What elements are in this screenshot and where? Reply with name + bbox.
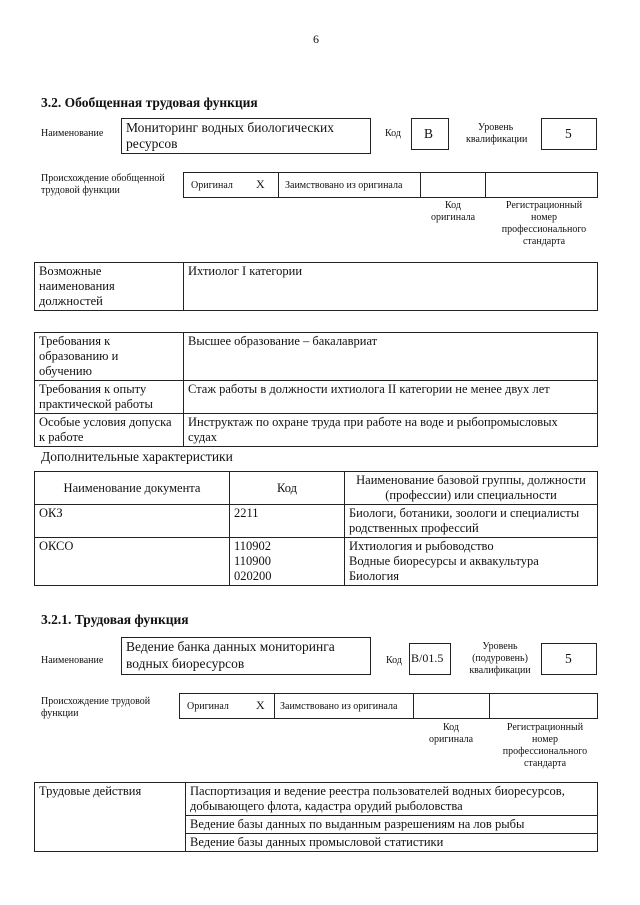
reg-number-line1: Регистрационный [505,200,583,211]
fn-level-label-line3: квалификации [469,665,531,676]
fn-name-label: Наименование [41,655,104,666]
table-row [35,538,598,586]
divider [489,693,490,719]
code-value: В [424,126,434,141]
col-name-header [345,472,598,505]
fn-code-value: В/01.5 [411,651,444,665]
name-value-line2: ресурсов [126,136,178,151]
edu-label [35,333,184,381]
exp-label [35,381,184,414]
okz-name-line2: родственных профессий [349,521,479,535]
edu-label-line3: обучению [39,364,92,378]
level-label-line1: Уровень [478,122,514,133]
edu-value: Высшее образование – бакалавриат [184,333,598,381]
fn-code-original-line1: Код [443,722,459,733]
okz-name [345,505,598,538]
section-heading: 3.2. Обобщенная трудовая функция [41,95,258,110]
borrowed-label: Заимствовано из оригинала [285,180,403,191]
okso-name-3: Биология [349,569,400,583]
okso-code-2: 110900 [234,554,272,568]
okz-name-line1: Биологи, ботаники, зоологи и специалисты [349,506,580,520]
divider [420,172,421,198]
col-name-header-line1: Наименование базовой группы, должности [356,473,586,487]
okso-doc: ОКСО [35,538,230,586]
level-value: 5 [565,126,572,141]
action-1-line2: добывающего флота, кадастра орудий рыболовства [190,799,463,813]
fn-original-mark: X [256,698,265,712]
subsection-heading: 3.2.1. Трудовая функция [41,612,189,627]
fn-code-original-line2: оригинала [428,734,474,745]
divider [485,172,486,198]
action-3: Ведение базы данных промысловой статистики [186,834,598,852]
original-mark: X [256,177,265,191]
fn-level-value: 5 [565,651,572,666]
fn-reg-number-line4: стандарта [523,758,567,769]
fn-name-value-line2: водных биоресурсов [126,656,245,671]
okso-codes [230,538,345,586]
fn-origin-label-line2: функции [41,708,79,719]
fn-origin-label-line1: Происхождение трудовой [41,696,151,707]
cond-label [35,414,184,447]
action-2: Ведение базы данных по выданным разрешениям на лов рыбы [186,816,598,834]
divider [278,172,279,198]
reg-number-line4: стандарта [522,236,566,247]
actions-label: Трудовые действия [35,783,186,852]
fn-reg-number-line1: Регистрационный [506,722,584,733]
original-label: Оригинал [191,180,233,191]
reg-number-line2: номер [531,212,557,223]
origin-label-line2: трудовой функции [41,185,120,196]
actions-table [34,782,598,852]
okso-names [345,538,598,586]
edu-label-line1: Требования к [39,334,111,348]
code-label: Код [385,128,401,139]
cond-value [184,414,598,447]
fn-level-label-line1: Уровень [482,641,518,652]
positions-label-line2: наименования [39,279,115,293]
divider [274,693,275,719]
extra-heading: Дополнительные характеристики [41,449,233,464]
fn-reg-number-line3: профессионального [502,746,588,757]
okz-doc: ОКЗ [35,505,230,538]
divider [413,693,414,719]
requirements-table [34,332,598,447]
action-1 [186,783,598,816]
okso-name-1: Ихтиология и рыбоводство [349,539,494,553]
fn-level-label-line2: (подуровень) [472,653,528,664]
fn-original-label: Оригинал [187,701,229,712]
okso-code-3: 020200 [234,569,272,583]
extra-table [34,471,598,586]
table-row [35,783,598,816]
code-original-line1: Код [445,200,461,211]
okso-code-1: 110902 [234,539,272,553]
okz-code: 2211 [230,505,345,538]
positions-label [35,263,184,311]
positions-value: Ихтиолог I категории [184,263,598,311]
fn-code-label: Код [386,655,402,666]
cond-label-line2: к работе [39,430,84,444]
cond-value-line2: судах [188,430,218,444]
name-value-line1: Мониторинг водных биологических [126,120,334,135]
page-number: 6 [313,32,319,46]
reg-number-line3: профессионального [501,224,587,235]
fn-reg-number-line2: номер [532,734,558,745]
exp-label-line2: практической работы [39,397,153,411]
origin-label-line1: Происхождение обобщенной [41,173,165,184]
action-1-line1: Паспортизация и ведение реестра пользователей водных биоресурсов, [190,784,565,798]
name-label: Наименование [41,128,104,139]
cond-label-line1: Особые условия допуска [39,415,172,429]
col-doc-header: Наименование документа [35,472,230,505]
cond-value-line1: Инструктаж по охране труда при работе на воде и рыбопромысловых [188,415,558,429]
table-row [35,505,598,538]
okso-name-2: Водные биоресурсы и аквакультура [349,554,539,568]
positions-label-line1: Возможные [39,264,102,278]
edu-label-line2: образованию и [39,349,119,363]
col-code-header: Код [230,472,345,505]
fn-borrowed-label: Заимствовано из оригинала [280,701,398,712]
col-name-header-line2: (профессии) или специальности [385,488,557,502]
level-label-line2: квалификации [466,134,528,145]
positions-table [34,262,598,311]
fn-name-value-line1: Ведение банка данных мониторинга [126,639,335,654]
code-original-line2: оригинала [430,212,476,223]
exp-value: Стаж работы в должности ихтиолога II категории не менее двух лет [184,381,598,414]
positions-label-line3: должностей [39,294,103,308]
exp-label-line1: Требования к опыту [39,382,147,396]
